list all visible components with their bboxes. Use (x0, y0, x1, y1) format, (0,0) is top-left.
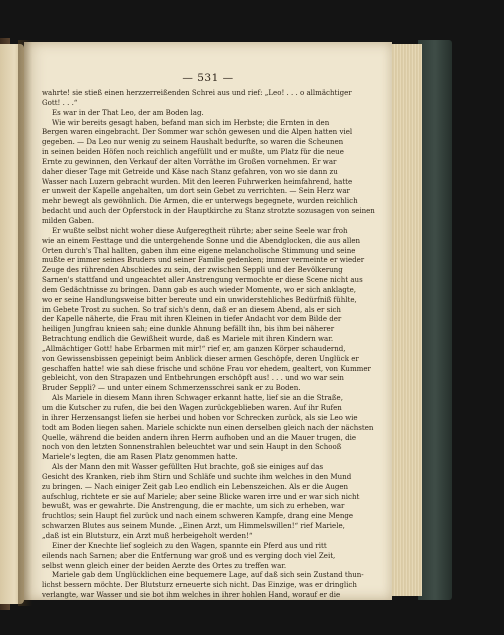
text-line: schwarzen Blutes aus seinem Munde. „Einen Arzt, um Himmelswillen!“ rief Mariele, (42, 521, 345, 531)
text-line: wie an einem Festtage und die untergehende Sonne und die Abendglocken, die aus allen (42, 235, 361, 245)
text-line: heiligen Jungfrau knieen sah; eine dunkle Ahnung befällt ihn, bis ihm bei näherer (42, 324, 335, 334)
book-page (24, 42, 392, 600)
text-line: selbst wenn gleich einer der beiden Aerzte des Ortes zu treffen war. (42, 560, 287, 570)
text-line: Wie wir bereits gesagt haben, befand man sich im Herbste; die Ernten in den (52, 117, 330, 127)
text-line: geschaffen hatte! wie sah diese frische und schöne Frau vor ehedem, gealtert, von Kummer (42, 363, 371, 373)
back-cover (418, 40, 452, 600)
text-line: milden Gaben. (42, 215, 94, 225)
text-line: um die Kutscher zu rufen, die bei den Wagen zurückgeblieben waren. Auf ihr Rufen (42, 403, 342, 412)
text-line: Orten durch's Thal hallten, gaben ihm eine eigene melancholische Stimmung und seine (42, 245, 356, 255)
text-line: aufschlug, richtete er sie auf Mariele; aber seine Blicke waren irre und er war sich nicht (42, 491, 360, 501)
text-line: im Gebete Trost zu suchen. So traf sich's denn, daß er an diesem Abend, als er sich (42, 304, 341, 314)
text-line: in ihrer Herzensangst liefen sie herbei und hoben vor Schrecken zurück, als sie Leo wie (42, 412, 358, 422)
page-number: — 531 — (182, 72, 234, 84)
text-line: Er wußte selbst nicht woher diese Aufgeregtheit rührte; aber seine Seele war froh (52, 225, 348, 235)
text-line: Sarnen's stattfand und ungeachtet aller Anstrengung vermochte er diese Scene nicht aus (42, 275, 363, 285)
text-line: wahrte! sie stieß einen herzzerreißenden Schrei aus und rief: „Leo! . . . o allmächtiger (42, 88, 352, 97)
text-line: eilends nach Sarnen; aber die Entfernung war groß und es verging doch viel Zeit, (42, 550, 336, 560)
text-line: Als Mariele in diesem Mann ihren Schwager erkannt hatte, lief sie an die Straße, (52, 393, 343, 403)
text-line: Als der Mann den mit Wasser gefüllten Hut brachte, goß sie einiges auf das (52, 462, 324, 472)
text-line: Bruder Seppli? — und unter einem Schmerzensschrei sank er zu Boden. (42, 383, 301, 393)
text-line: wo er seine Handlungsweise bitter bereute und ein unwiderstehliches Bedürfniß fühlte, (42, 294, 357, 304)
text-line: gebleicht, von den Strapazen und Entbehrungen erschöpft aus! . . . und wo war sein (42, 373, 344, 383)
page-edges (388, 44, 422, 596)
text-line: „daß ist ein Blutsturz, ein Arzt muß herbeigeholt werden!“ (42, 530, 253, 540)
text-line: der Kapelle näherte, die Frau mit ihren Kleinen in tiefer Andacht vor dem Bilde der (42, 314, 342, 324)
text-line: verlangte, war Wasser und sie bot ihm welches in ihrer hohlen Hand, worauf er die (42, 590, 341, 600)
text-line: bewußt, was er gewahrte. Die Anstrengung, die er machte, um sich zu erheben, war (42, 501, 345, 511)
text-line: dem Gedächtnisse zu bringen. Dann gab es auch wieder Momente, wo er sich anklagte, (42, 284, 357, 294)
text-line: Einer der Knechte lief sogleich zu den Wagen, spannte ein Pferd aus und ritt (52, 540, 327, 550)
text-line: Mariele gab dem Unglücklichen eine bequemere Lage, auf daß sich sein Zustand thun- (52, 570, 364, 580)
text-line: lichst bessern möchte. Der Blutsturz erneuerte sich nicht. Das Einzige, was er dringlich (42, 580, 357, 590)
text-line: Ernte zu gewinnen, den Verkauf der alten Vorräthe im Großen vornehmen. Er war (42, 156, 337, 166)
text-line: Mariele's legten, die am Rasen Platz genommen hatte. (42, 452, 238, 462)
body-text (42, 88, 378, 600)
text-line: todt am Boden liegen sahen. Mariele schickte nun einen derselben gleich nach der nächsten (42, 422, 374, 432)
text-line: Betrachtung endlich die Gewißheit wurde, daß es Mariele mit ihren Kindern war. (42, 334, 334, 344)
text-line: von Gewissensbissen gepeinigt beim Anblick dieser armen Geschöpfe, deren Unglück er (42, 353, 359, 363)
text-line: mehr bewegt als gewöhnlich. Die Armen, die er unterwegs begegnete, wurden reichlich (42, 196, 358, 206)
text-line: daher dieser Tage mit Getreide und Käse nach Stanz gefahren, von wo sie dann zu (42, 166, 338, 176)
text-line: fruchtlos; sein Haupt fiel zurück und nach einem schweren Kampfe, drang eine Menge (42, 511, 354, 521)
text-line: noch von den letzten Sonnenstrahlen beleuchtet war und sein Haupt in den Schooß (42, 442, 342, 452)
text-line: Bergen waren eingebracht. Der Sommer war schön gewesen und die Alpen hatten viel (42, 127, 353, 137)
text-line: bedacht und auch der Opferstock in der Hauptkirche zu Stanz strotzte sozusagen von seinen (42, 206, 375, 216)
text-line: in seinen beiden Höfen noch reichlich angefüllt und er mußte, um Platz für die neue (42, 147, 344, 157)
text-line: Gesicht des Kranken, rieb ihm Stirn und Schläfe und suchte ihm welches in den Mund (42, 471, 352, 481)
text-line: gegeben. — Da Leo nur wenig zu seinem Haushalt bedurfte, so waren die Scheunen (42, 137, 344, 147)
text-line: er unweit der Kapelle angehalten, um dort sein Gebet zu verrichten. — Sein Herz war (42, 186, 350, 196)
text-line: zu bringen. — Nach einiger Zeit gab Leo endlich ein Lebenszeichen. Als er die Augen (42, 481, 349, 491)
text-line: Gott! . . .“ (42, 97, 78, 107)
spine-shadow (18, 40, 32, 606)
text-line: Wasser nach Luzern gebracht wurden. Mit den leeren Fuhrwerken heimfahrend, hatte (42, 176, 353, 186)
text-line: Quelle, während die beiden andern ihren Herrn aufhoben und an die Mauer trugen, die (42, 432, 357, 442)
text-line: mußte er immer seines Bruders und seiner Familie gedenken; immer vermeinte er wieder (42, 255, 365, 265)
text-line: Es war in der That Leo, der am Boden lag. (52, 107, 204, 117)
text-line: „Allmächtiger Gott! habe Erbarmen mit mir!“ rief er, am ganzen Körper schaudernd, (42, 343, 346, 353)
text-line: Zeuge des rührenden Abschiedes zu sein, der zwischen Seppli und der Bevölkerung (42, 265, 343, 275)
